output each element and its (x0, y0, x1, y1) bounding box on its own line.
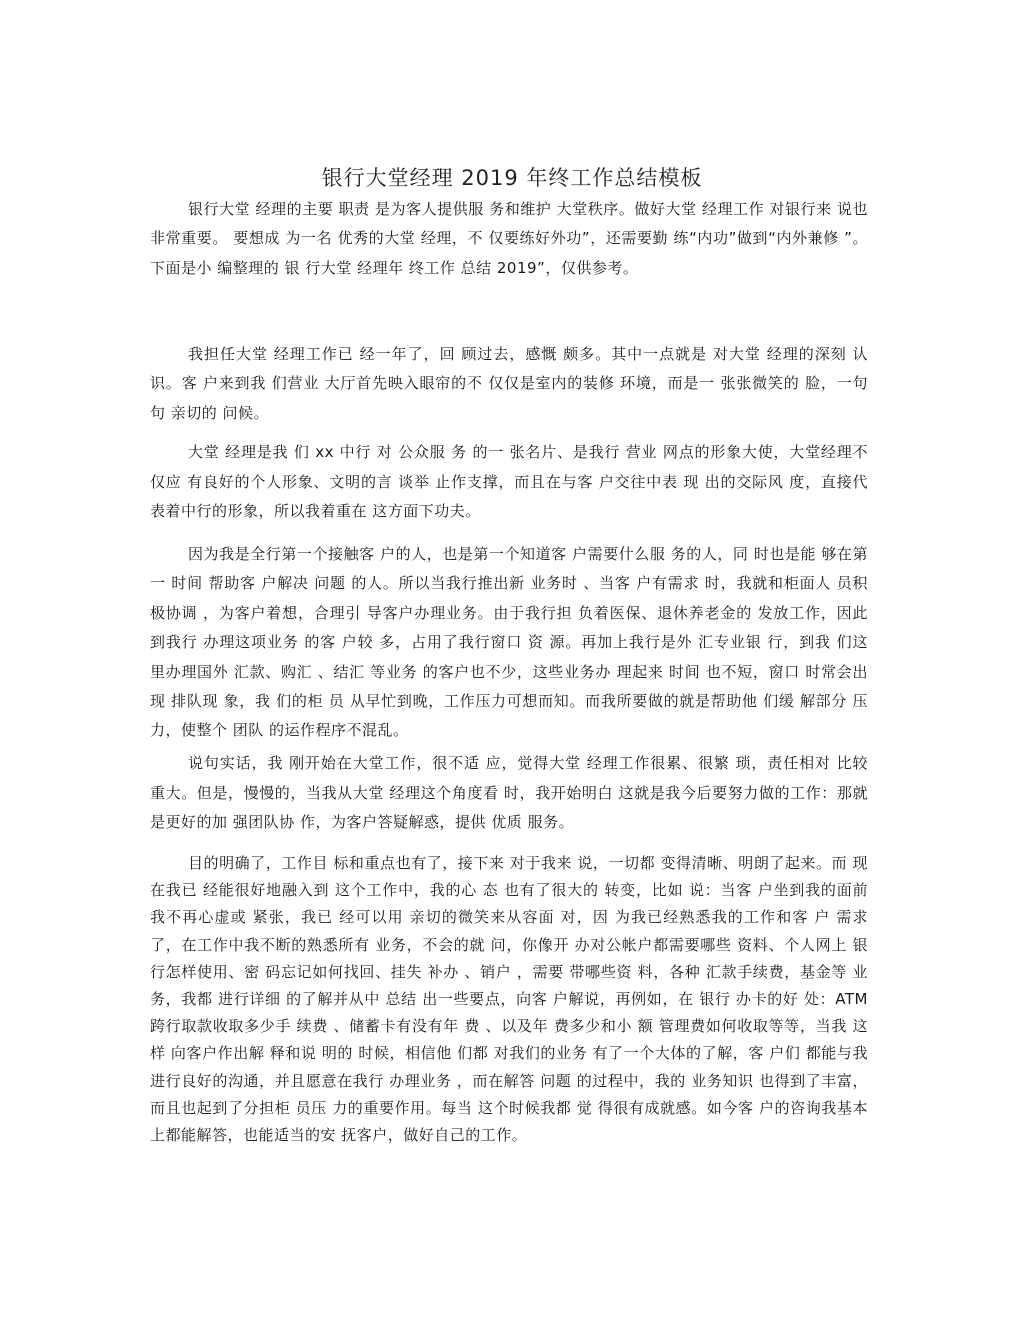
document-title: 银行大堂经理 2019 年终工作总结模板 (321, 166, 703, 190)
body-paragraph: 因为我是全行第一个接触客 户的人，也是第一个知道客 户需要什么服 务的人，同 时也是能 够在第一 时间 帮助客 户解决 问题 的人。所以当我行推出新 业务时 、当客 户有需求 时，我就和柜面人 员积 极协调 ，为客户着想，合理引 导客户办理业务。由于我行担 负着医保、退休养老金的 发放工作，因此到我行 办理这项业务 的客 户较 多，占用了我行窗口 资 源。再加上我行是外 汇专业银 行，到我 们这 里办理国外 汇款、购汇 、结汇 等业务 的客户也不少，这些业务办 理起来 时间 也不短，窗口 时常会出 现 排队现 象，我 们的柜 员 从早忙到晚，工作压力可想而知。而我所要做的就是帮助他 们缓 解部分 压力，使整个 团队 的运作程序不混乱。 (150, 545, 868, 740)
intro-paragraph: 银行大堂 经理的主要 职责 是为客人提供服 务和维护 大堂秩序。做好大堂 经理工作 对银行来 说也非常重要。 要想成 为一名 优秀的大堂 经理，不 仅要练好外功”，还需要勤 练“内功”做到“内外兼修 ”。下面是小 编整理的 银 行大堂 经理年 终工作 总结 2019”，仅供参考。 (150, 200, 868, 277)
body-paragraph: 说句实话，我 刚开始在大堂工作，很不适 应，觉得大堂 经理工作很累、很繁 琐，责任相对 比较 重大。但是，慢慢的，当我从大堂 经理这个角度看 时，我开始明白 这就是我今后要努力做的工作：那就是更好的加 强团队协 作，为客户答疑解惑，提供 优质 服务。 (150, 754, 868, 831)
body-paragraph: 目的明确了，工作目 标和重点也有了，接下来 对于我来 说，一切都 变得清晰、明朗了起来。而 现在我已 经能很好地融入到 这个工作中，我的心 态 也有了很大的 转变，比如 说：当客 户坐到我的面前我不再心虚或 紧张，我已 经可以用 亲切的微笑来从容面 对，因 为我已经熟悉我的工作和客 户 需求了，在工作中我不断的熟悉所有 业务，不会的就 问，你像开 办对公帐户都需要哪些 资料、个人网上 银行怎样使用、密 码忘记如何找回、挂失 补办 、销户 ，需要 带哪些资 料，各种 汇款手续费，基金等 业务，我都 进行详细 的了解并从中 总结 出一些要点，向客 户解说，再例如，在 银行 办卡的好 处：ATM 跨行取款收取多少手 续费 、储蓄卡有没有年 费 、以及年 费多少和小 额 管理费如何收取等等，当我 这样 向客户作出解 释和说 明的 时候，相信他 们都 对我们的业务 有了一个大体的了解，客 户们 都能与我 进行良好的沟通，并且愿意在我行 办理业务 ，而在解答 问题 的过程中，我的 业务知识 也得到了丰富，而且也起到了分担柜 员压 力的重要作用。每当 这个时候我都 觉 得很有成就感。如今客 户的咨询我基本上都能解答，也能适当的安 抚客户，做好自己的工作。 (150, 854, 868, 1145)
body-paragraph: 大堂 经理是我 们 xx 中行 对 公众服 务 的一 张名片、是我行 营业 网点的形象大使，大堂经理不 仅应 有良好的个人形象、文明的言 谈举 止作支撑，而且在与客 户交往中表 现 出的交际风 度，直接代表着中行的形象，所以我着重在 这方面下功夫。 (150, 443, 868, 520)
body-paragraph: 我担任大堂 经理工作已 经一年了，回 顾过去，感慨 颇多。其中一点就是 对大堂 经理的深刻 认识。客 户来到我 们营业 大厅首先映入眼帘的不 仅仅是室内的装修 环境，而是一 张张微笑的 脸，一句句 亲切的 问候。 (150, 345, 868, 422)
